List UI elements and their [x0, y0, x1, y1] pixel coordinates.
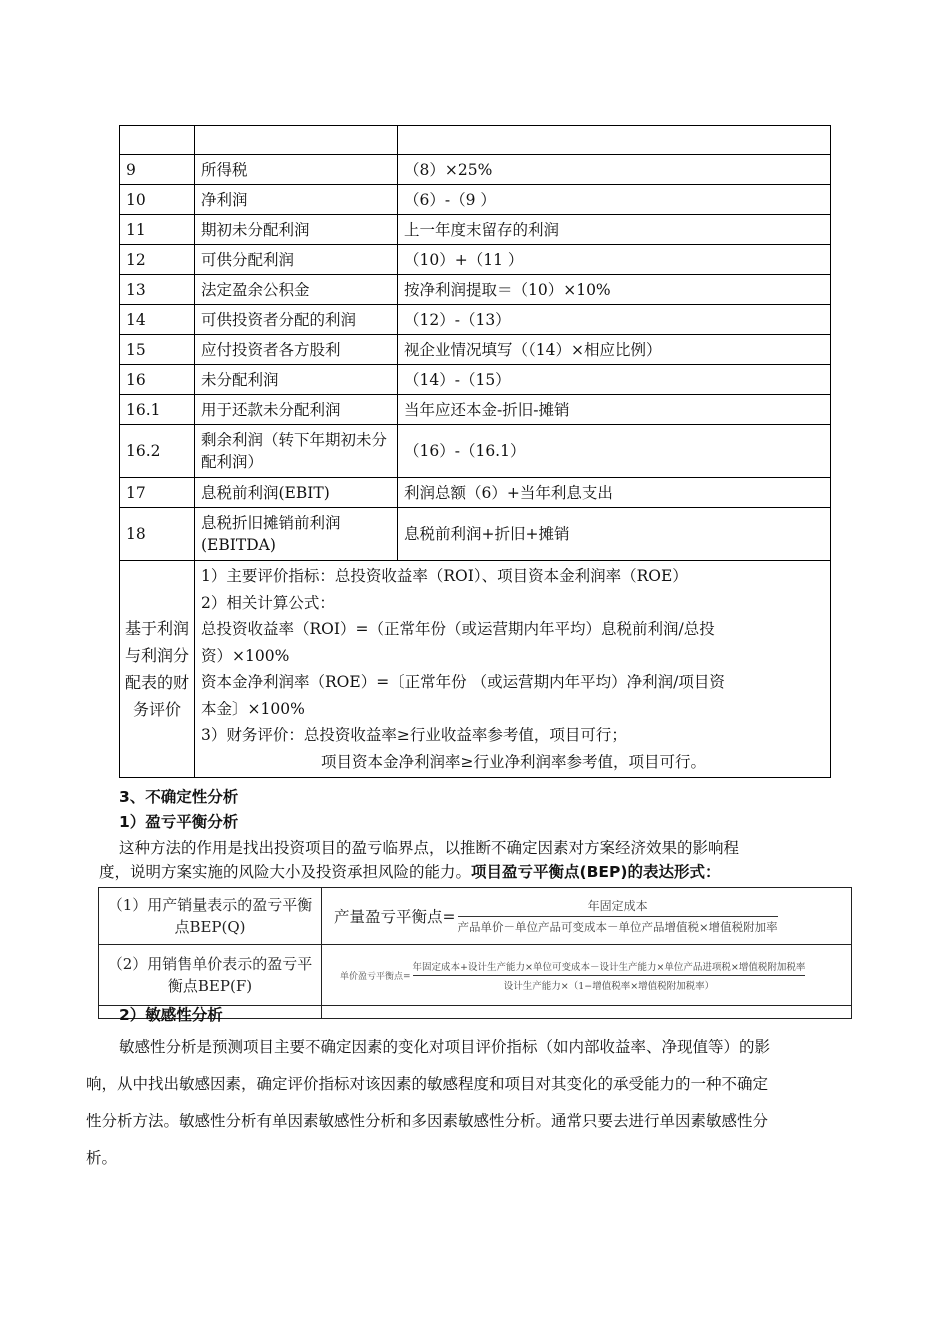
- paragraph-text: 度，说明方案实施的风险大小及投资承担风险的能力。: [99, 863, 472, 881]
- row-number: 12: [120, 245, 195, 275]
- table-row: [120, 335, 831, 365]
- bep-label: （2）用销售单价表示的盈亏平衡点BEP(F): [99, 945, 322, 1006]
- table-row: [120, 275, 831, 305]
- row-item: 息税前利润(EBIT): [195, 478, 398, 508]
- formula-denominator: 设计生产能力×（1−增值税率×增值税附加税率）: [503, 980, 715, 992]
- section-heading: 3、不确定性分析: [119, 788, 239, 806]
- table-row: [120, 245, 831, 275]
- summary-line: 总投资收益率（ROI）=（正常年份（或运营期内年平均）息税前利润/总投: [201, 620, 715, 638]
- formula-fraction: [413, 959, 806, 992]
- formula-fraction: [458, 897, 778, 935]
- table-row: [120, 305, 831, 335]
- row-formula: 按净利润提取＝（10）×10%: [398, 275, 831, 305]
- paragraph-line: 响，从中找出敏感因素，确定评价指标对该因素的敏感程度和项目对其变化的承受能力的一种不确定: [86, 1075, 769, 1093]
- paragraph-bold: 项目盈亏平衡点(BEP)的表达形式：: [471, 863, 721, 881]
- row-number: 14: [120, 305, 195, 335]
- formula-name: 产量盈亏平衡点=: [334, 908, 456, 926]
- row-formula: 利润总额（6）+当年利息支出: [398, 478, 831, 508]
- row-formula: （10）+（11 ）: [398, 245, 831, 275]
- row-item: 可供分配利润: [195, 245, 398, 275]
- summary-label: 基于利润与利润分配表的财务评价: [120, 561, 195, 778]
- bep-formula: [322, 945, 852, 1006]
- row-number: 16: [120, 365, 195, 395]
- formula-numerator: 年固定成本+设计生产能力×单位可变成本－设计生产能力×单位产品进项税×增值税附加税率: [412, 961, 806, 973]
- formula-name: 单价盈亏平衡点=: [340, 971, 411, 982]
- table-row: [120, 508, 831, 561]
- row-number: 16.1: [120, 395, 195, 425]
- summary-line: 资）×100%: [201, 646, 290, 665]
- row-formula: （14）-（15）: [398, 365, 831, 395]
- bep-row: [99, 945, 852, 1006]
- row-item: 息税折旧摊销前利润(EBITDA): [195, 508, 398, 561]
- summary-line: 2）相关计算公式：: [201, 593, 335, 612]
- row-item: 剩余利润（转下年期初未分配利润）: [195, 425, 398, 478]
- table-row: [120, 478, 831, 508]
- table-row: [120, 215, 831, 245]
- row-number: 13: [120, 275, 195, 305]
- row-item: 所得税: [195, 155, 398, 185]
- row-formula: （12）-（13）: [398, 305, 831, 335]
- row-formula: （6）-（9 ）: [398, 185, 831, 215]
- paragraph-line: 性分析方法。敏感性分析有单因素敏感性分析和多因素敏感性分析。通常只要去进行单因素敏感性分: [86, 1112, 769, 1130]
- row-formula: 视企业情况填写（（14）×相应比例）: [398, 335, 831, 365]
- profit-table: [119, 125, 831, 778]
- summary-line: 1）主要评价指标：总投资收益率（ROI）、项目资本金利润率（ROE）: [201, 567, 688, 585]
- paragraph-line: [99, 860, 720, 882]
- subsection-heading: 1）盈亏平衡分析: [119, 813, 239, 831]
- table-row: [120, 395, 831, 425]
- row-number: 9: [120, 155, 195, 185]
- summary-line: 项目资本金净利润率≥行业净利润率参考值，项目可行。: [321, 752, 706, 771]
- row-number: 15: [120, 335, 195, 365]
- bep-row: [99, 888, 852, 945]
- table-row: [120, 155, 831, 185]
- row-item: 可供投资者分配的利润: [195, 305, 398, 335]
- row-item: 期初未分配利润: [195, 215, 398, 245]
- table-row: [120, 185, 831, 215]
- row-item: 用于还款未分配利润: [195, 395, 398, 425]
- summary-line: 资本金净利润率（ROE）=〔正常年份 （或运营期内年平均）净利润/项目资: [201, 673, 725, 691]
- row-number: 18: [120, 508, 195, 561]
- bep-formula: [322, 888, 852, 945]
- row-item: 应付投资者各方股利: [195, 335, 398, 365]
- row-item: 净利润: [195, 185, 398, 215]
- table-row-blank: [120, 126, 831, 155]
- summary-line: 3）财务评价：总投资收益率≥行业收益率参考值，项目可行；: [201, 726, 627, 744]
- paragraph-line: 敏感性分析是预测项目主要不确定因素的变化对项目评价指标（如内部收益率、净现值等）的影: [119, 1038, 771, 1056]
- table-row: [120, 425, 831, 478]
- row-item: 法定盈余公积金: [195, 275, 398, 305]
- table-row: [120, 365, 831, 395]
- row-number: 16.2: [120, 425, 195, 478]
- row-formula: （8）×25%: [398, 155, 831, 185]
- table-row-summary: [120, 561, 831, 778]
- bep-label: （1）用产销量表示的盈亏平衡点BEP(Q): [99, 888, 322, 945]
- row-number: 10: [120, 185, 195, 215]
- row-formula: 上一年度末留存的利润: [398, 215, 831, 245]
- paragraph-line: 析。: [86, 1149, 118, 1167]
- bep-table: [98, 887, 852, 1019]
- row-number: 11: [120, 215, 195, 245]
- summary-line: 本金〕×100%: [201, 699, 305, 718]
- row-formula: （16）-（16.1）: [398, 425, 831, 478]
- paragraph-line: 这种方法的作用是找出投资项目的盈亏临界点，以推断不确定因素对方案经济效果的影响程: [119, 839, 740, 857]
- subsection-heading: 2）敏感性分析: [119, 1006, 223, 1024]
- formula-denominator: 产品单价－单位产品可变成本－单位产品增值税×增值税附加率: [457, 920, 778, 934]
- row-formula: 息税前利润+折旧+摊销: [398, 508, 831, 561]
- row-formula: 当年应还本金-折旧-摊销: [398, 395, 831, 425]
- summary-body: [195, 561, 831, 778]
- formula-numerator: 年固定成本: [587, 899, 648, 913]
- row-item: 未分配利润: [195, 365, 398, 395]
- row-number: 17: [120, 478, 195, 508]
